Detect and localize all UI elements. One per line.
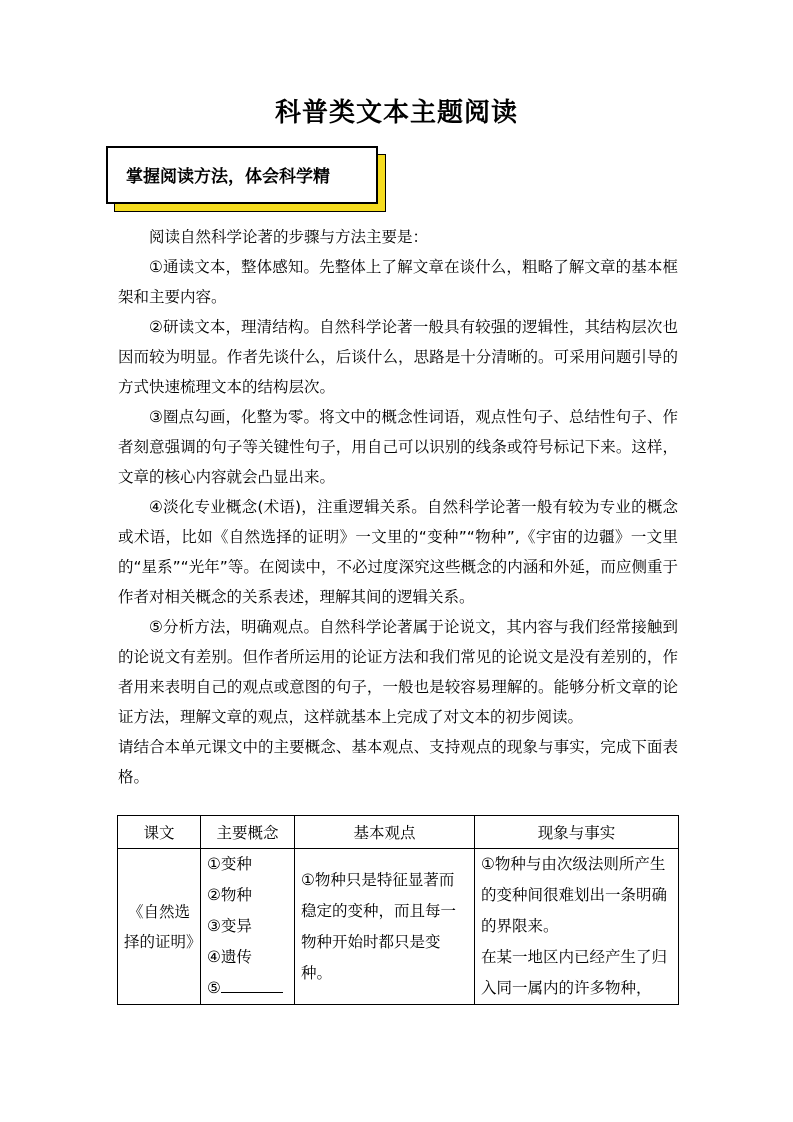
instruction-text: 请结合本单元课文中的主要概念、基本观点、支持观点的现象与事实，完成下面表格。 — [118, 738, 678, 786]
concept-item: ②物种 — [207, 886, 252, 904]
section-banner — [106, 146, 388, 214]
cell-concepts — [201, 849, 295, 1005]
cell-facts — [475, 849, 679, 1005]
header-course: 课文 — [118, 816, 201, 849]
page-title: 科普类文本主题阅读 — [274, 98, 518, 128]
header-viewpoint: 基本观点 — [295, 816, 475, 849]
concept-item: ④遗传 — [207, 948, 252, 966]
paragraph-intro: 阅读自然科学论著的步骤与方法主要是： — [149, 228, 429, 246]
paragraph-step-5: ⑤分析方法，明确观点。自然科学论著属于论说文，其内容与我们经常接触到的论说文有差别。但作者所运用的论证方法和我们常见的论说文是没有差别的，作者用来表明自己的观点或意图的句子，一般也是较容易理解的。能够分析文章的论证方法，理解文章的观点，这样就基本上完成了对文本的初步阅读。 — [118, 618, 678, 726]
cell-viewpoint: ①物种只是特征显著而稳定的变种，而且每一物种开始时都只是变种。 — [295, 849, 475, 1005]
concept-item: ①变种 — [207, 855, 252, 873]
fact-item: 在某一地区内已经产生了归入同一属内的许多物种， — [481, 948, 668, 997]
paragraph-step-2: ②研读文本，理清结构。自然科学论著一般具有较强的逻辑性，其结构层次也因而较为明显。作者先谈什么，后谈什么，思路是十分清晰的。可采用问题引导的方式快速梳理文本的结构层次。 — [118, 318, 678, 396]
concept-item: ③变异 — [207, 917, 252, 935]
header-facts: 现象与事实 — [475, 816, 679, 849]
table-row — [118, 849, 679, 1005]
fact-item: ①物种与由次级法则所产生的变种间很难划出一条明确的界限来。 — [481, 855, 668, 935]
concept-item-blank — [207, 973, 288, 1004]
header-concepts: 主要概念 — [201, 816, 295, 849]
paragraph-step-3: ③圈点勾画，化整为零。将文中的概念性词语，观点性句子、总结性句子、作者刻意强调的句子等关键性句子，用自己可以识别的线条或符号标记下来。这样，文章的核心内容就会凸显出来。 — [118, 408, 678, 486]
paragraph-step-4: ④淡化专业概念(术语)，注重逻辑关系。自然科学论著一般有较为专业的概念或术语，比如《自然选择的证明》一文里的“变种”“物种”,《宇宙的边疆》一文里的“星系”“光年”等。在阅读中，不必过度深究这些概念的内涵和外延，而应侧重于作者对相关概念的关系表述，理解其间的逻辑关系。 — [118, 498, 678, 606]
fill-blank[interactable] — [221, 976, 283, 993]
body-text — [118, 222, 678, 792]
concept-item-number: ⑤ — [207, 979, 221, 997]
table-header-row — [118, 816, 679, 849]
paragraph-step-1: ①通读文本，整体感知。先整体上了解文章在谈什么，粗略了解文章的基本框架和主要内容。 — [118, 258, 678, 306]
cell-course: 《自然选择的证明》 — [118, 849, 201, 1005]
banner-box — [106, 146, 378, 204]
banner-text: 掌握阅读方法，体会科学精 — [126, 167, 330, 187]
summary-table — [117, 815, 679, 1005]
